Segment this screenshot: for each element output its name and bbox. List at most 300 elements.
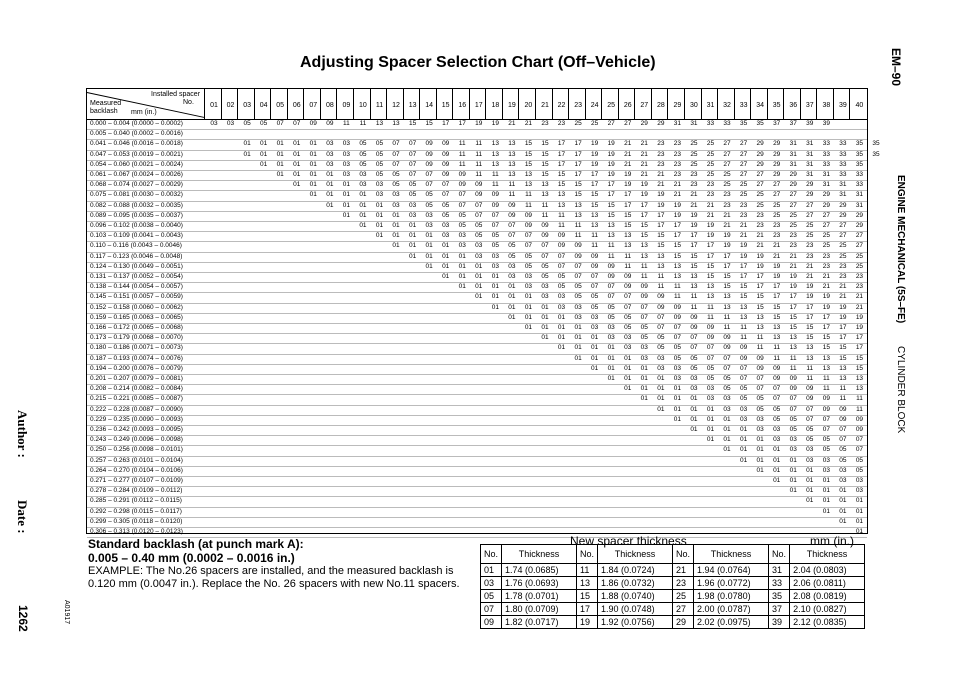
spacer-cell: 13 <box>541 181 549 189</box>
column-header: 39 <box>838 102 847 109</box>
spacer-cell: 11 <box>856 395 863 403</box>
spacer-cell: 13 <box>541 191 549 199</box>
spacer-cell: 27 <box>839 232 847 240</box>
spacer-cell: 01 <box>375 222 384 229</box>
spacer-cell: 05 <box>557 273 566 280</box>
spacer-cell: 05 <box>723 385 731 393</box>
spacer-cell: 09 <box>541 232 549 240</box>
spacer-cell: 07 <box>756 385 764 393</box>
spacer-cell: 01 <box>607 375 615 382</box>
spacer-cell: 25 <box>706 150 715 158</box>
spacer-cell: 01 <box>326 191 334 199</box>
spacer-cell: 19 <box>607 150 615 158</box>
spacer-cell: 09 <box>524 211 533 219</box>
spacer-cell: 09 <box>458 181 466 189</box>
spacer-cell: 11 <box>690 303 698 311</box>
spacer-cell: 05 <box>458 222 466 229</box>
spacer-cell: 09 <box>557 242 566 250</box>
spacer-cell: 09 <box>624 273 632 280</box>
spacer-cell: 01 <box>673 405 681 413</box>
spacer-cell: 07 <box>491 211 499 219</box>
spacer-cell: 03 <box>541 283 549 291</box>
spacer-cell: 03 <box>458 242 466 250</box>
column-header: 03 <box>243 102 251 109</box>
spacer-cell: 01 <box>624 385 632 393</box>
spacer-cell: 13 <box>789 334 797 342</box>
spacer-cell: 17 <box>822 313 830 321</box>
spacer-cell: 09 <box>309 120 317 127</box>
spacer-cell: 31 <box>822 171 830 178</box>
spacer-cell: 15 <box>541 150 549 158</box>
spacer-cell: 01 <box>806 466 814 474</box>
spacer-cell: 01 <box>359 191 367 199</box>
spacer-cell: 01 <box>524 293 533 301</box>
column-header: 22 <box>557 102 566 109</box>
spacer-cell: 05 <box>789 415 797 423</box>
side-subtitle: CYLINDER BLOCK <box>895 346 906 434</box>
spacer-cell: 03 <box>806 456 814 464</box>
spacer-cell: 01 <box>773 456 781 464</box>
spacer-cell: 27 <box>822 211 830 219</box>
column-header: 32 <box>723 102 731 109</box>
chart-row <box>87 293 867 301</box>
spacer-cell: 17 <box>574 171 582 178</box>
spacer-table-row <box>481 590 865 603</box>
spacer-cell: 03 <box>359 181 367 189</box>
spacer-cell: 03 <box>706 385 715 393</box>
spacer-cell: 17 <box>591 171 599 178</box>
chart-row <box>87 324 867 332</box>
column-header: 24 <box>590 102 599 109</box>
spacer-cell: 07 <box>408 171 417 178</box>
spacer-cell: 03 <box>607 334 615 342</box>
spacer-cell: 09 <box>425 160 433 168</box>
column-divider <box>701 89 702 119</box>
backlash-range: 0.180 – 0.186 (0.0071 – 0.0073) <box>90 344 183 352</box>
spacer-cell: 11 <box>458 140 466 148</box>
spacer-cell: 03 <box>690 385 698 393</box>
side-title: ENGINE MECHANICAL (5S–FE) <box>895 175 906 324</box>
column-divider <box>320 89 321 119</box>
spacer-cell: 03 <box>210 120 218 127</box>
spacer-cell: 21 <box>723 211 731 219</box>
backlash-range: 0.068 – 0.074 (0.0027 – 0.0029) <box>90 181 183 189</box>
spacer-cell: 05 <box>673 344 681 352</box>
spacer-cell: 01 <box>690 415 698 423</box>
thickness-header: Thickness <box>694 545 769 564</box>
spacer-cell: 17 <box>673 232 681 240</box>
spacer-cell: 29 <box>657 120 665 127</box>
spacer-cell: 03 <box>657 354 665 362</box>
spacer-cell: 05 <box>541 262 549 270</box>
spacer-cell: 19 <box>706 222 715 229</box>
spacer-cell: 17 <box>756 273 764 280</box>
backlash-range: 0.110 – 0.116 (0.0043 – 0.0046) <box>90 242 182 250</box>
spacer-cell: 01 <box>541 334 549 342</box>
spacer-cell: 33 <box>839 140 847 148</box>
spacer-cell: 27 <box>822 222 830 229</box>
spacer-cell: 05 <box>822 436 830 444</box>
spacer-cell: 19 <box>855 324 864 331</box>
spacer-cell: 23 <box>773 232 781 240</box>
spacer-cell: 05 <box>806 436 814 444</box>
spacer-cell: 01 <box>756 456 764 464</box>
column-divider <box>386 89 387 119</box>
spacer-thickness-table <box>480 544 865 629</box>
spacer-cell: 03 <box>475 252 483 260</box>
spacer-table-row <box>481 603 865 616</box>
spacer-cell: 31 <box>690 120 698 127</box>
spacer-cell: 03 <box>392 201 400 209</box>
spacer-cell: 19 <box>690 222 698 229</box>
spacer-cell: 11 <box>591 232 599 240</box>
spacer-cell: 01 <box>739 426 748 433</box>
spacer-cell: 21 <box>822 273 830 280</box>
spacer-cell: 01 <box>756 436 764 444</box>
spacer-cell: 25 <box>773 211 781 219</box>
spacer-cell: 01 <box>541 313 549 321</box>
spacer-cell: 05 <box>706 375 715 382</box>
spacer-cell: 27 <box>739 150 748 158</box>
spacer-cell: 21 <box>624 140 632 148</box>
spacer-cell: 11 <box>491 181 499 189</box>
spacer-cell: 01 <box>640 395 648 403</box>
spacer-cell: 19 <box>491 120 499 127</box>
spacer-cell: 03 <box>789 446 797 454</box>
column-header: 14 <box>425 102 434 109</box>
spacer-cell: 09 <box>739 344 748 352</box>
spacer-cell: 27 <box>773 191 781 199</box>
spacer-cell: 21 <box>789 262 797 270</box>
spacer-cell: 01 <box>739 456 748 464</box>
spacer-cell: 03 <box>657 364 665 372</box>
spacer-cell: 09 <box>442 150 450 158</box>
spacer-cell: 01 <box>789 477 797 484</box>
spacer-cell: 01 <box>574 354 582 362</box>
column-divider <box>783 89 784 119</box>
spacer-cell: 11 <box>525 191 532 199</box>
spacer-cell: 01 <box>756 466 764 474</box>
spacer-cell: 01 <box>624 375 632 382</box>
spacer-cell: 17 <box>640 201 648 209</box>
spacer-cell: 01 <box>557 344 566 352</box>
chart-row <box>87 467 867 475</box>
spacer-cell: 03 <box>839 477 847 484</box>
spacer-table-title: New spacer thickness <box>570 534 687 548</box>
backlash-range: 0.257 – 0.263 (0.0101 – 0.0104) <box>90 456 183 464</box>
spacer-cell: 31 <box>789 150 797 158</box>
backlash-range: 0.096 – 0.102 (0.0038 – 0.0040) <box>90 222 183 229</box>
spacer-cell: 01 <box>475 283 483 291</box>
spacer-cell: 01 <box>442 252 450 260</box>
spacer-cell: 15 <box>855 364 864 372</box>
spacer-cell: 11 <box>359 120 367 127</box>
spacer-cell: 09 <box>706 324 715 331</box>
spacer-cell: 07 <box>293 120 301 127</box>
spacer-cell: 07 <box>425 181 433 189</box>
spacer-cell: 11 <box>475 140 483 148</box>
column-divider <box>816 89 817 119</box>
spacer-cell: 09 <box>326 120 334 127</box>
spacer-cell: 07 <box>541 242 549 250</box>
spacer-cell: 01 <box>773 446 781 454</box>
measured-label: Measured <box>90 100 122 107</box>
spacer-no: 33 <box>769 577 790 590</box>
spacer-cell: 13 <box>773 324 781 331</box>
spacer-cell: 03 <box>706 395 715 403</box>
spacer-cell: 01 <box>839 517 847 525</box>
spacer-cell: 19 <box>591 140 599 148</box>
spacer-cell: 01 <box>475 273 483 280</box>
spacer-cell: 03 <box>591 324 599 331</box>
chart-row <box>87 375 867 383</box>
spacer-cell: 09 <box>673 313 681 321</box>
column-divider <box>833 89 834 119</box>
column-divider <box>436 89 437 119</box>
spacer-cell: 21 <box>640 140 648 148</box>
spacer-cell: 09 <box>806 395 814 403</box>
chart-row <box>87 232 867 240</box>
spacer-cell: 19 <box>607 160 615 168</box>
spacer-thickness: 2.12 (0.0835) <box>790 616 865 629</box>
spacer-cell: 23 <box>690 171 698 178</box>
backlash-range: 0.145 – 0.151 (0.0057 – 0.0059) <box>90 293 183 301</box>
spacer-cell: 25 <box>756 201 764 209</box>
column-header: 36 <box>789 102 798 109</box>
spacer-cell: 01 <box>822 477 830 484</box>
spacer-cell: 11 <box>343 120 350 127</box>
spacer-cell: 05 <box>607 313 615 321</box>
spacer-cell: 27 <box>739 140 748 148</box>
chart-row <box>87 528 867 536</box>
spacer-cell: 15 <box>822 334 830 342</box>
spacer-cell: 13 <box>508 160 516 168</box>
spacer-cell: 09 <box>839 405 847 413</box>
spacer-cell: 11 <box>558 222 565 229</box>
backlash-range: 0.278 – 0.284 (0.0109 – 0.0112) <box>90 487 183 495</box>
spacer-cell: 03 <box>342 140 350 148</box>
spacer-cell: 01 <box>624 364 632 372</box>
spacer-cell: 07 <box>607 293 615 301</box>
spacer-cell: 15 <box>524 160 533 168</box>
spacer-no: 01 <box>481 564 502 577</box>
column-header: 15 <box>441 102 450 109</box>
column-divider <box>667 89 668 119</box>
standard-backlash <box>88 537 468 591</box>
spacer-cell: 01 <box>640 385 648 393</box>
backlash-range: 0.215 – 0.221 (0.0085 – 0.0087) <box>90 395 183 403</box>
spacer-cell: 17 <box>673 222 681 229</box>
spacer-no: 09 <box>481 616 502 629</box>
spacer-cell: 01 <box>326 181 334 189</box>
spacer-cell: 01 <box>458 273 466 280</box>
spacer-cell: 17 <box>690 242 698 250</box>
spacer-cell: 05 <box>574 293 582 301</box>
spacer-cell: 29 <box>855 211 864 219</box>
spacer-cell: 15 <box>739 283 748 291</box>
spacer-cell: 21 <box>773 252 781 260</box>
spacer-no: 07 <box>481 603 502 616</box>
chart-row <box>87 395 867 403</box>
backlash-range: 0.000 – 0.004 (0.0000 – 0.0002) <box>90 120 183 127</box>
spacer-cell: 13 <box>690 273 698 280</box>
spacer-cell: 11 <box>574 232 582 240</box>
spacer-cell: 01 <box>408 222 417 229</box>
spacer-cell: 15 <box>624 222 632 229</box>
spacer-cell: 07 <box>839 426 847 433</box>
spacer-cell: 29 <box>756 160 764 168</box>
no-header: No. <box>769 545 790 564</box>
spacer-cell: 09 <box>442 140 450 148</box>
spacer-cell: 17 <box>855 344 864 352</box>
spacer-cell: 01 <box>706 426 715 433</box>
spacer-cell: 01 <box>706 405 715 413</box>
spacer-cell: 07 <box>806 405 814 413</box>
spacer-cell: 01 <box>491 283 499 291</box>
spacer-cell: 07 <box>855 446 864 454</box>
spacer-cell: 31 <box>855 191 864 199</box>
chart-row <box>87 283 867 291</box>
spacer-cell: 01 <box>359 211 367 219</box>
spacer-cell: 13 <box>673 273 681 280</box>
spacer-cell: 05 <box>524 252 533 260</box>
spacer-cell: 03 <box>475 242 483 250</box>
thickness-header: Thickness <box>790 545 865 564</box>
spacer-cell: 05 <box>640 334 648 342</box>
spacer-cell: 09 <box>491 191 499 199</box>
column-divider <box>734 89 735 119</box>
spacer-cell: 13 <box>640 252 648 260</box>
spacer-cell: 25 <box>706 140 715 148</box>
spacer-cell: 11 <box>806 375 814 382</box>
spacer-cell: 01 <box>524 303 533 311</box>
spacer-cell: 13 <box>524 171 533 178</box>
backlash-label: backlash <box>90 108 118 115</box>
spacer-cell: 01 <box>458 262 466 270</box>
spacer-cell: 25 <box>706 171 715 178</box>
spacer-cell: 13 <box>657 252 665 260</box>
spacer-cell: 11 <box>789 364 797 372</box>
spacer-cell: 03 <box>557 293 566 301</box>
spacer-cell: 15 <box>855 354 864 362</box>
column-header: 28 <box>656 102 665 109</box>
chart-row <box>87 416 867 424</box>
spacer-cell: 05 <box>739 385 748 393</box>
spacer-cell: 01 <box>640 375 648 382</box>
no-header: No. <box>577 545 598 564</box>
spacer-no: 25 <box>673 590 694 603</box>
spacer-cell: 07 <box>822 426 830 433</box>
spacer-cell: 09 <box>673 303 681 311</box>
date-label: Date : <box>15 500 30 534</box>
spacer-cell: 25 <box>739 191 748 199</box>
spacer-cell: 07 <box>855 436 864 444</box>
spacer-cell: 03 <box>491 252 499 260</box>
spacer-cell: 17 <box>789 303 797 311</box>
spacer-cell: 11 <box>773 344 781 352</box>
spacer-thickness: 2.06 (0.0811) <box>790 577 865 590</box>
column-divider <box>452 89 453 119</box>
spacer-cell: 33 <box>822 140 830 148</box>
spacer-cell: 29 <box>773 171 781 178</box>
spacer-cell: 13 <box>806 344 814 352</box>
spacer-cell: 09 <box>491 201 499 209</box>
spacer-cell: 11 <box>558 211 565 219</box>
spacer-cell: 13 <box>640 242 648 250</box>
spacer-cell: 03 <box>806 446 814 454</box>
spacer-cell: 03 <box>789 436 797 444</box>
chart-row <box>87 497 867 505</box>
spacer-cell: 01 <box>574 324 582 331</box>
spacer-thickness: 1.78 (0.0701) <box>502 590 577 603</box>
spacer-cell: 01 <box>607 344 615 352</box>
spacer-cell: 03 <box>392 191 400 199</box>
spacer-cell: 11 <box>839 395 847 403</box>
spacer-thickness: 1.74 (0.0685) <box>502 564 577 577</box>
spacer-cell: 01 <box>425 252 433 260</box>
column-header: 04 <box>259 102 268 109</box>
spacer-cell: 01 <box>392 232 400 240</box>
spacer-cell: 03 <box>326 160 334 168</box>
spacer-cell: 23 <box>657 140 665 148</box>
spacer-cell: 01 <box>442 242 450 250</box>
spacer-cell: 09 <box>574 242 582 250</box>
chart-row <box>87 191 867 199</box>
spacer-table-unit: mm (in.) <box>810 534 854 548</box>
spacer-cell: 31 <box>789 140 797 148</box>
spacer-cell: 27 <box>756 171 764 178</box>
column-header: 19 <box>507 102 516 109</box>
column-header: 10 <box>359 102 367 109</box>
spacer-cell: 03 <box>508 262 516 270</box>
spacer-cell: 05 <box>359 140 367 148</box>
column-header: 30 <box>690 102 698 109</box>
spacer-cell: 05 <box>690 364 698 372</box>
spacer-cell: 01 <box>508 293 516 301</box>
spacer-cell: 17 <box>723 262 731 270</box>
spacer-cell: 05 <box>524 262 533 270</box>
spacer-cell: 09 <box>723 344 731 352</box>
spacer-thickness: 1.76 (0.0693) <box>502 577 577 590</box>
spacer-cell: 05 <box>260 120 268 127</box>
spacer-cell: 21 <box>855 293 864 301</box>
spacer-cell: 11 <box>707 303 714 311</box>
spacer-cell: 27 <box>773 181 781 189</box>
spacer-cell: 29 <box>806 181 814 189</box>
spacer-cell: 09 <box>706 334 715 342</box>
spacer-cell: 15 <box>773 303 781 311</box>
spacer-cell: 07 <box>739 364 748 372</box>
column-divider <box>518 89 519 119</box>
spacer-cell: 01 <box>309 150 317 158</box>
column-header: 13 <box>408 102 417 109</box>
chart-row <box>87 365 867 373</box>
spacer-cell: 09 <box>607 262 615 270</box>
spacer-no: 13 <box>577 577 598 590</box>
spacer-cell: 29 <box>839 201 847 209</box>
spacer-cell: 07 <box>591 283 599 291</box>
spacer-cell: 21 <box>739 232 748 240</box>
spacer-cell: 25 <box>789 211 797 219</box>
spacer-cell: 01 <box>557 313 566 321</box>
spacer-cell: 25 <box>806 222 814 229</box>
page-title: Adjusting Spacer Selection Chart (Off–Vehicle) <box>300 54 656 71</box>
spacer-cell: 01 <box>574 344 582 352</box>
column-header: 02 <box>226 102 235 109</box>
spacer-cell: 09 <box>789 385 797 393</box>
spacer-cell: 11 <box>839 385 847 393</box>
chart-row <box>87 171 867 179</box>
